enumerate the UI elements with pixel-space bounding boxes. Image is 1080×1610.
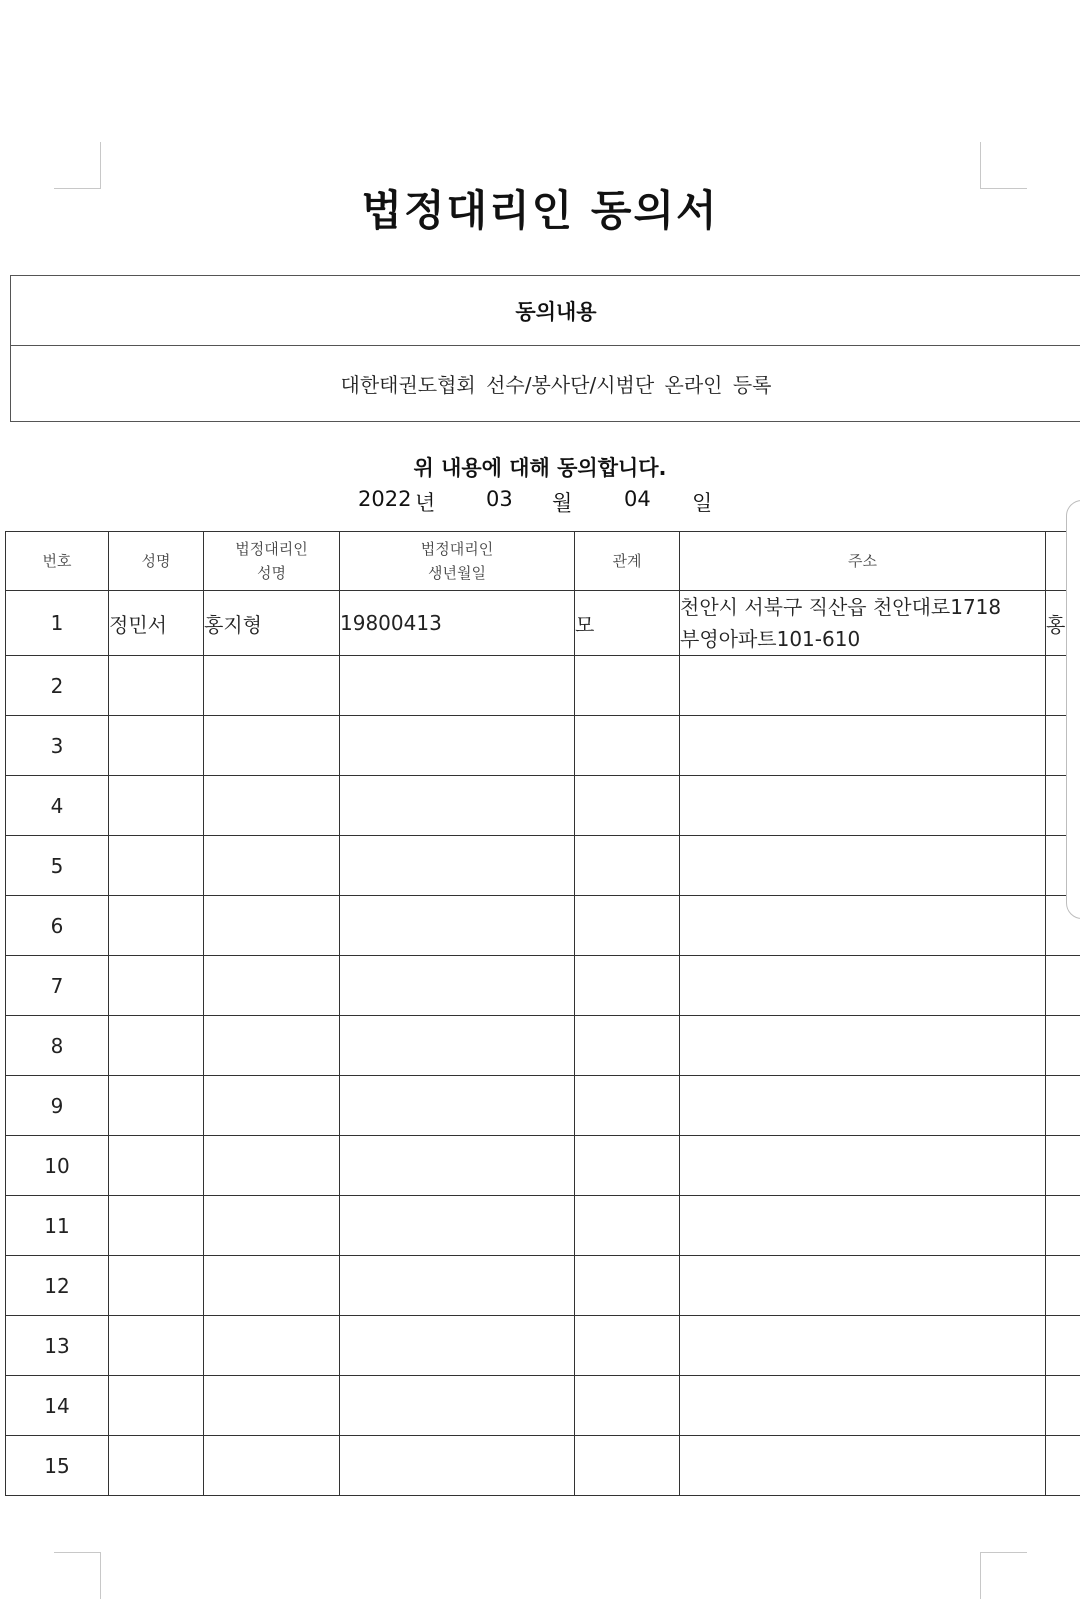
row-extra bbox=[1046, 1316, 1080, 1376]
row-number: 14 bbox=[6, 1376, 109, 1436]
row-extra bbox=[1046, 1436, 1080, 1496]
row-address bbox=[680, 1376, 1046, 1436]
row-extra bbox=[1046, 1256, 1080, 1316]
consent-box bbox=[10, 275, 1080, 422]
row-guardian-name bbox=[204, 656, 340, 716]
table-row bbox=[6, 1256, 1080, 1316]
row-guardian-name bbox=[204, 776, 340, 836]
row-number: 9 bbox=[6, 1076, 109, 1136]
row-number: 1 bbox=[6, 591, 109, 656]
row-guardian-birth bbox=[340, 1016, 575, 1076]
date-month: 03 bbox=[486, 487, 513, 511]
row-guardian-birth bbox=[340, 656, 575, 716]
row-guardian-birth bbox=[340, 1136, 575, 1196]
row-name bbox=[109, 1316, 204, 1376]
row-relation bbox=[575, 1076, 680, 1136]
row-name bbox=[109, 1436, 204, 1496]
row-extra bbox=[1046, 956, 1080, 1016]
row-extra bbox=[1046, 1196, 1080, 1256]
table-row bbox=[6, 1376, 1080, 1436]
row-guardian-name bbox=[204, 956, 340, 1016]
consent-header: 동의내용 bbox=[11, 276, 1080, 346]
registration-table bbox=[5, 531, 1080, 1496]
row-name: 정민서 bbox=[109, 591, 204, 656]
row-name bbox=[109, 956, 204, 1016]
row-guardian-name bbox=[204, 1376, 340, 1436]
side-panel-handle[interactable] bbox=[1066, 500, 1080, 919]
row-extra bbox=[1046, 1376, 1080, 1436]
row-number: 6 bbox=[6, 896, 109, 956]
date-day: 04 bbox=[624, 487, 651, 511]
row-number: 13 bbox=[6, 1316, 109, 1376]
row-extra bbox=[1046, 1076, 1080, 1136]
row-extra: 홍 bbox=[1046, 591, 1080, 656]
row-name bbox=[109, 836, 204, 896]
row-address bbox=[680, 1016, 1046, 1076]
row-number: 2 bbox=[6, 656, 109, 716]
agreement-statement: 위 내용에 대해 동의합니다. bbox=[413, 456, 667, 480]
table-row bbox=[6, 836, 1080, 896]
date-month-unit: 월 bbox=[552, 491, 573, 515]
row-number: 11 bbox=[6, 1196, 109, 1256]
row-address bbox=[680, 591, 1046, 656]
row-name bbox=[109, 1196, 204, 1256]
row-guardian-birth bbox=[340, 1376, 575, 1436]
row-guardian-name bbox=[204, 1256, 340, 1316]
row-name bbox=[109, 1076, 204, 1136]
row-relation bbox=[575, 776, 680, 836]
row-number: 4 bbox=[6, 776, 109, 836]
row-number: 12 bbox=[6, 1256, 109, 1316]
date-year-unit: 년 bbox=[415, 491, 436, 515]
header-address: 주소 bbox=[680, 532, 1046, 591]
row-address bbox=[680, 1256, 1046, 1316]
row-guardian-name bbox=[204, 1016, 340, 1076]
address-line-2: 부영아파트101-610 bbox=[680, 627, 861, 651]
row-name bbox=[109, 656, 204, 716]
row-address bbox=[680, 956, 1046, 1016]
header-relation: 관계 bbox=[575, 532, 680, 591]
row-name bbox=[109, 896, 204, 956]
row-guardian-name bbox=[204, 1196, 340, 1256]
row-address bbox=[680, 716, 1046, 776]
table-row bbox=[6, 1136, 1080, 1196]
row-relation bbox=[575, 896, 680, 956]
row-name bbox=[109, 1016, 204, 1076]
row-address bbox=[680, 776, 1046, 836]
row-address bbox=[680, 896, 1046, 956]
row-relation bbox=[575, 1436, 680, 1496]
row-guardian-name bbox=[204, 1436, 340, 1496]
row-address bbox=[680, 1136, 1046, 1196]
row-number: 5 bbox=[6, 836, 109, 896]
row-name bbox=[109, 1376, 204, 1436]
row-relation bbox=[575, 1016, 680, 1076]
row-relation bbox=[575, 836, 680, 896]
row-guardian-name bbox=[204, 1136, 340, 1196]
header-guardian-birth: 법정대리인 생년월일 bbox=[340, 532, 575, 591]
row-relation bbox=[575, 1196, 680, 1256]
row-guardian-name bbox=[204, 896, 340, 956]
row-guardian-name: 홍지형 bbox=[204, 591, 340, 656]
row-guardian-birth bbox=[340, 776, 575, 836]
row-number: 15 bbox=[6, 1436, 109, 1496]
row-guardian-birth bbox=[340, 836, 575, 896]
row-address bbox=[680, 1196, 1046, 1256]
row-number: 10 bbox=[6, 1136, 109, 1196]
row-name bbox=[109, 1136, 204, 1196]
row-guardian-name bbox=[204, 1076, 340, 1136]
table-row bbox=[6, 1076, 1080, 1136]
row-guardian-birth bbox=[340, 1196, 575, 1256]
row-address bbox=[680, 1076, 1046, 1136]
crop-mark-bottom-left bbox=[54, 1552, 101, 1599]
row-extra bbox=[1046, 1136, 1080, 1196]
row-address bbox=[680, 1316, 1046, 1376]
row-address bbox=[680, 1436, 1046, 1496]
row-guardian-birth: 19800413 bbox=[340, 591, 575, 656]
table-row bbox=[6, 716, 1080, 776]
row-relation bbox=[575, 1136, 680, 1196]
row-guardian-name bbox=[204, 1316, 340, 1376]
row-name bbox=[109, 776, 204, 836]
row-relation bbox=[575, 656, 680, 716]
row-name bbox=[109, 716, 204, 776]
row-relation bbox=[575, 1256, 680, 1316]
consent-body: 대한태권도협회 선수/봉사단/시범단 온라인 등록 bbox=[340, 373, 772, 397]
table-row bbox=[6, 656, 1080, 716]
row-guardian-birth bbox=[340, 716, 575, 776]
table-row bbox=[6, 1016, 1080, 1076]
row-guardian-birth bbox=[340, 1316, 575, 1376]
document-title: 법정대리인 동의서 bbox=[361, 186, 719, 235]
row-relation bbox=[575, 1376, 680, 1436]
table-row bbox=[6, 776, 1080, 836]
row-extra bbox=[1046, 1016, 1080, 1076]
row-guardian-name bbox=[204, 836, 340, 896]
table-row bbox=[6, 1316, 1080, 1376]
row-relation: 모 bbox=[575, 591, 680, 656]
row-guardian-birth bbox=[340, 1256, 575, 1316]
table-row bbox=[6, 591, 1080, 656]
row-guardian-birth bbox=[340, 956, 575, 1016]
date-day-unit: 일 bbox=[692, 491, 713, 515]
table-header-row bbox=[6, 532, 1080, 591]
row-name bbox=[109, 1256, 204, 1316]
date-year: 2022 bbox=[358, 487, 412, 511]
header-guardian-name: 법정대리인 성명 bbox=[204, 532, 340, 591]
row-guardian-birth bbox=[340, 1076, 575, 1136]
crop-mark-bottom-right bbox=[980, 1552, 1027, 1599]
row-number: 3 bbox=[6, 716, 109, 776]
table-row bbox=[6, 1436, 1080, 1496]
row-number: 7 bbox=[6, 956, 109, 1016]
row-number: 8 bbox=[6, 1016, 109, 1076]
header-number: 번호 bbox=[6, 532, 109, 591]
row-relation bbox=[575, 716, 680, 776]
row-guardian-name bbox=[204, 716, 340, 776]
table-row bbox=[6, 1196, 1080, 1256]
row-relation bbox=[575, 956, 680, 1016]
row-address bbox=[680, 836, 1046, 896]
table-row bbox=[6, 956, 1080, 1016]
row-relation bbox=[575, 1316, 680, 1376]
row-guardian-birth bbox=[340, 896, 575, 956]
row-address bbox=[680, 656, 1046, 716]
address-line-1: 천안시 서북구 직산읍 천안대로1718 bbox=[680, 595, 1002, 619]
row-guardian-birth bbox=[340, 1436, 575, 1496]
table-row bbox=[6, 896, 1080, 956]
header-name: 성명 bbox=[109, 532, 204, 591]
